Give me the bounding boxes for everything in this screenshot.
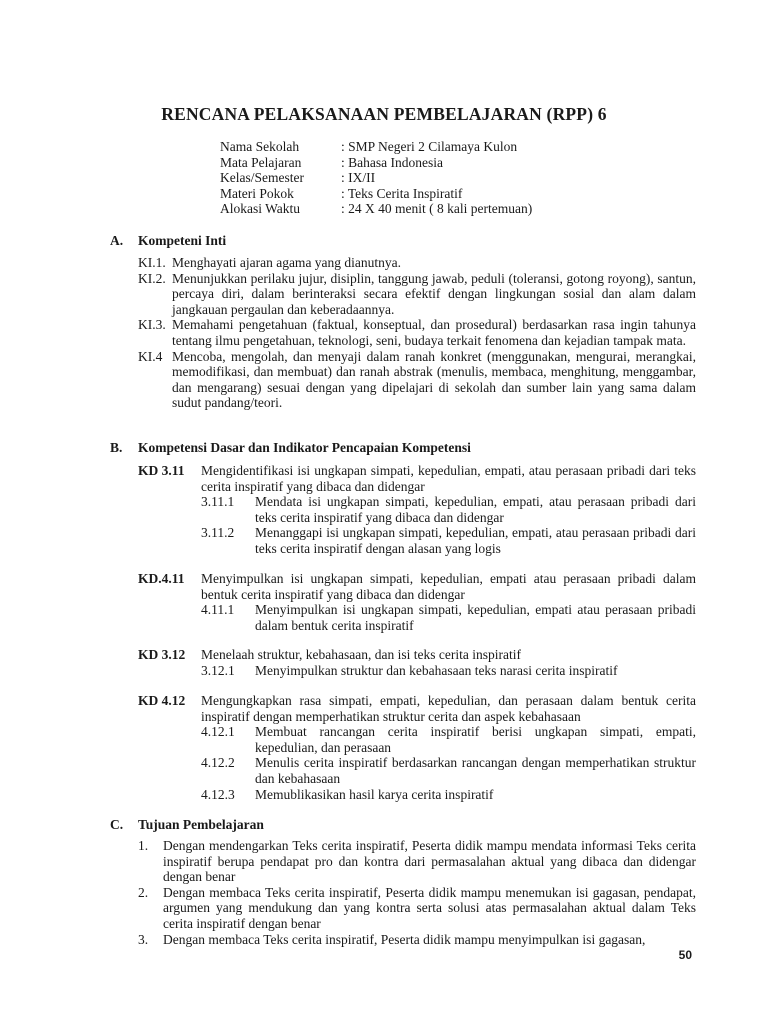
- objective-list: [138, 838, 696, 947]
- kd-block-3-12: [138, 647, 696, 678]
- section-letter: C.: [110, 817, 124, 832]
- indicator-text: Menyimpulkan isi ungkapan simpati, kepedulian, empati atau perasaan pribadi dalam bentuk cerita inspiratif: [255, 602, 696, 633]
- kd-block-4-11: [138, 571, 696, 633]
- indicator-number: 3.12.1: [201, 662, 235, 678]
- item-text: Mencoba, mengolah, dan menyaji dalam ranah konkret (menggunakan, mengurai, merangkai, memodifikasi, dan membuat) dan ranah abstrak (menulis, membaca, menghitung, menggambar, dan mengarang) sesuai dengan yang dipelajari di sekolah dan sumber lain yang sama dalam sudut pandang/teori.: [172, 348, 696, 411]
- section-letter: B.: [110, 440, 123, 455]
- indicator-number: 4.12.2: [201, 755, 235, 771]
- page-number: 50: [678, 948, 692, 962]
- item-number: 2.: [138, 884, 149, 900]
- item-number: KI.1.: [138, 255, 166, 270]
- identity-table: [220, 139, 532, 217]
- info-label: Alokasi Waktu: [220, 201, 301, 217]
- kd-text: Menelaah struktur, kebahasaan, dan isi teks cerita inspiratif: [201, 647, 521, 662]
- indicator-number: 4.11.1: [201, 602, 235, 618]
- indicator-text: Menanggapi isi ungkapan simpati, kepedulian, empati, atau perasaan pribadi dari teks cerita inspiratif dengan alasan yang logis: [255, 525, 696, 556]
- indicator-number: 3.11.1: [201, 494, 235, 510]
- item-number: KI.2.: [138, 270, 166, 286]
- indicator-text: Menulis cerita inspiratif berdasarkan rancangan dengan memperhatikan struktur dan kebahasaan: [255, 755, 696, 786]
- list-item: [138, 932, 696, 948]
- indicator-item: [201, 494, 696, 525]
- indicator-text: Menyimpulkan struktur dan kebahasaan teks narasi cerita inspiratif: [255, 662, 618, 678]
- item-number: 1.: [138, 838, 149, 853]
- kd-text: Menyimpulkan isi ungkapan simpati, kepedulian, empati atau perasaan pribadi dalam bentuk cerita inspiratif yang dibaca dan didengar: [201, 571, 696, 602]
- info-value: : IX/II: [341, 170, 376, 186]
- list-item: [138, 838, 696, 885]
- document-title: RENCANA PELAKSANAAN PEMBELAJARAN (RPP) 6: [161, 104, 607, 124]
- indicator-item: [201, 525, 696, 556]
- section-title: Tujuan Pembelajaran: [138, 817, 264, 832]
- indicator-text: Memublikasikan hasil karya cerita inspiratif: [255, 786, 494, 802]
- info-label: Nama Sekolah: [220, 139, 300, 154]
- info-label: Materi Pokok: [220, 185, 294, 201]
- info-value: : Teks Cerita Inspiratif: [341, 185, 463, 201]
- indicator-item: [201, 602, 696, 633]
- indicator-number: 4.12.1: [201, 724, 235, 740]
- indicator-number: 3.11.2: [201, 525, 235, 541]
- indicator-item: [201, 755, 696, 786]
- indicator-item: [201, 663, 696, 679]
- kd-code: KD.4.11: [138, 571, 185, 586]
- kd-code: KD 3.11: [138, 463, 185, 478]
- info-row-school: [220, 139, 532, 155]
- kd-block-3-11: [138, 463, 696, 557]
- kd-text: Mengidentifikasi isi ungkapan simpati, kepedulian, empati, atau perasaan pribadi dari teks cerita inspiratif yang dibaca dan didengar: [201, 463, 696, 494]
- item-number: KI.3.: [138, 317, 166, 333]
- section-title: Kompetensi Dasar dan Indikator Pencapaian Kompetensi: [138, 440, 471, 455]
- indicator-text: Mendata isi ungkapan simpati, kepedulian, empati, atau perasaan pribadi dari teks cerita inspiratif yang dibaca dan didengar: [255, 494, 696, 525]
- kd-code: KD 4.12: [138, 693, 186, 708]
- info-row-class: [220, 170, 532, 186]
- indicator-item: [201, 787, 696, 803]
- item-text: Dengan membaca Teks cerita inspiratif, Peserta didik mampu menemukan isi gagasan, pendapat, argumen yang mendukung dan yang kontra serta solusi atas permasalahan aktual dalam Teks cerita inspiratif dengan benar: [163, 884, 696, 931]
- list-item: [138, 885, 696, 932]
- item-number: KI.4: [138, 348, 163, 364]
- info-row-topic: [220, 186, 532, 202]
- info-row-subject: [220, 155, 532, 171]
- item-text: Dengan membaca Teks cerita inspiratif, Peserta didik mampu menyimpulkan isi gagasan,: [163, 931, 646, 947]
- kd-text: Mengungkapkan rasa simpati, empati, kepedulian, dan perasaan dalam bentuk cerita inspiratif dengan memperhatikan struktur cerita dan aspek kebahasaan: [201, 693, 696, 724]
- info-value: : SMP Negeri 2 Cilamaya Kulon: [341, 139, 518, 154]
- item-number: 3.: [138, 931, 149, 947]
- kd-block-4-12: [138, 693, 696, 802]
- kd-code: KD 3.12: [138, 647, 186, 662]
- item-text: Dengan mendengarkan Teks cerita inspiratif, Peserta didik mampu mendata informasi Teks cerita inspiratif berupa pendapat pro dan kontra dari permasalahan aktual yang dibaca dan didengar dengan benar: [163, 838, 696, 885]
- list-item: [138, 255, 696, 271]
- item-text: Menghayati ajaran agama yang dianutnya.: [172, 255, 402, 270]
- list-item: [138, 271, 696, 318]
- indicator-text: Membuat rancangan cerita inspiratif berisi ungkapan simpati, empati, kepedulian, dan perasaan: [255, 724, 696, 755]
- section-letter: A.: [110, 233, 124, 248]
- item-text: Menunjukkan perilaku jujur, disiplin, tanggung jawab, peduli (toleransi, gotong royong), santun, percaya diri, dalam berinteraksi secara efektif dengan lingkungan sosial dan alam dalam jangkauan pergaulan dan keberadaannya.: [172, 270, 696, 317]
- list-item: [138, 317, 696, 348]
- indicator-item: [201, 724, 696, 755]
- list-item: [138, 349, 696, 411]
- info-row-time: [220, 201, 532, 217]
- info-label: Mata Pelajaran: [220, 154, 302, 170]
- info-label: Kelas/Semester: [220, 170, 304, 186]
- info-value: : 24 X 40 menit ( 8 kali pertemuan): [341, 201, 533, 217]
- indicator-number: 4.12.3: [201, 786, 235, 802]
- ki-list: [138, 255, 696, 411]
- section-title: Kompeteni Inti: [138, 233, 227, 248]
- item-text: Memahami pengetahuan (faktual, konseptual, dan prosedural) berdasarkan rasa ingin tahunya tentang ilmu pengetahuan, teknologi, seni, budaya terkait fenomena dan kejadian tampak mata.: [172, 317, 696, 348]
- info-value: : Bahasa Indonesia: [341, 154, 443, 170]
